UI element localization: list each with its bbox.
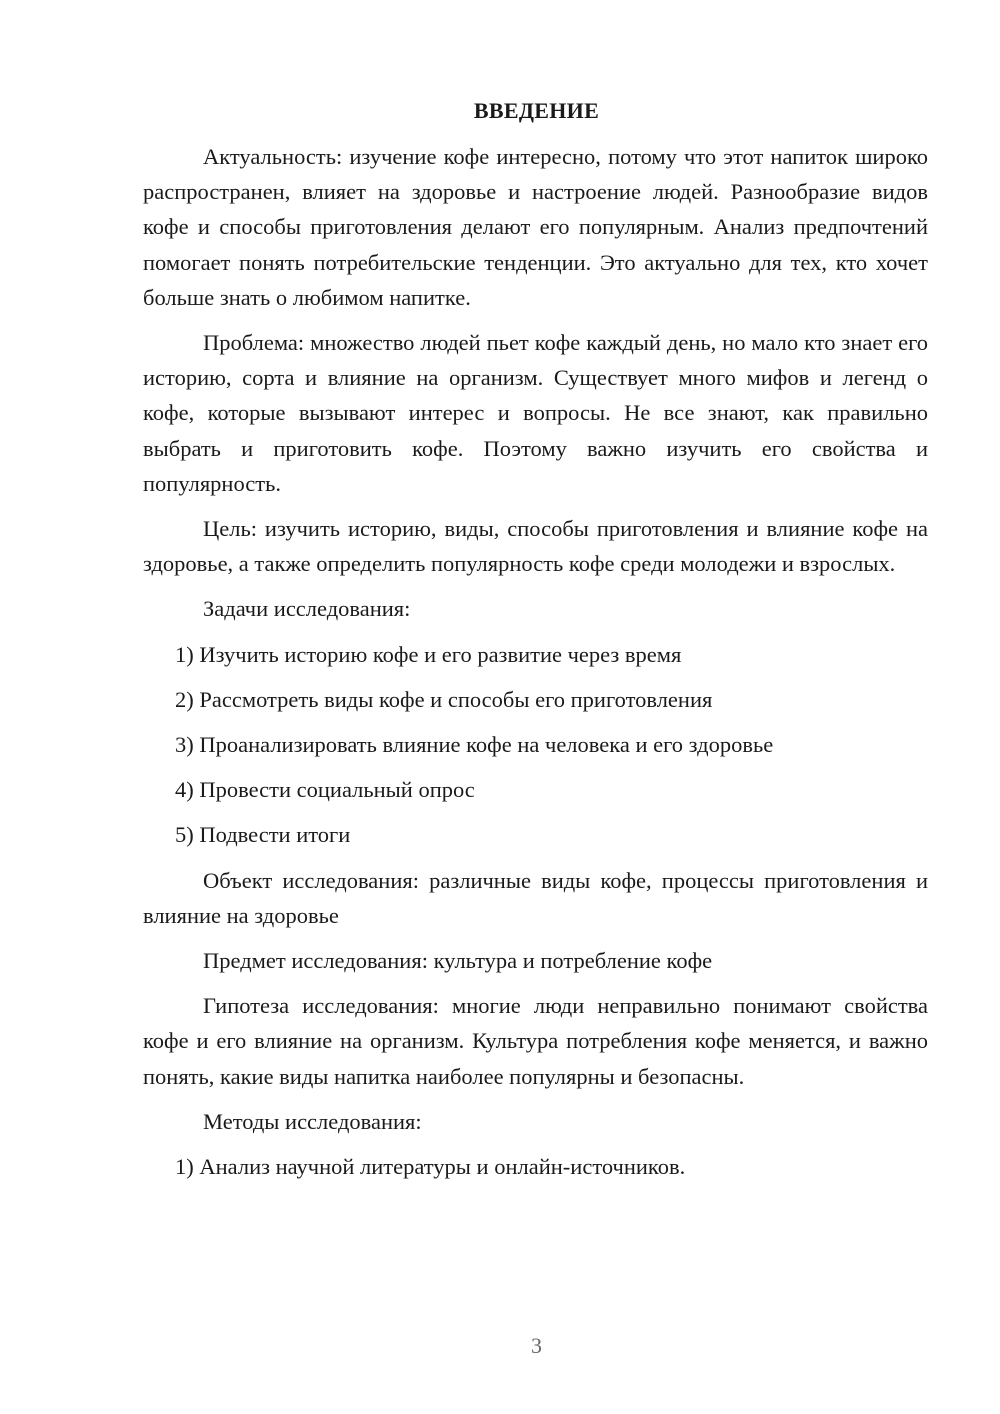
list-item: 2) Рассмотреть виды кофе и способы его приготовления [175, 686, 713, 712]
tasks-heading: Задачи исследования: [203, 596, 411, 622]
relevance-paragraph: Актуальность: изучение кофе интересно, потому что этот напиток широко распространен, влияет на здоровье и настроение людей. Разнообразие видов кофе и способы приготовления делают его популярным. Анализ предпочтений помогает понять потребительские тенденции. Это актуально для тех, кто хочет больше знать о любимом напитке. [143, 144, 928, 310]
list-item: 3) Проанализировать влияние кофе на человека и его здоровье [175, 732, 774, 758]
list-item: 1) Анализ научной литературы и онлайн-источников. [175, 1154, 686, 1180]
tasks-list [143, 637, 928, 853]
methods-heading: Методы исследования: [203, 1108, 422, 1134]
subject-paragraph: Предмет исследования: культура и потребление кофе [203, 948, 713, 974]
goal-paragraph: Цель: изучить историю, виды, способы приготовления и влияние кофе на здоровье, а также определить популярность кофе среди молодежи и взрослых. [143, 516, 928, 577]
list-item: 4) Провести социальный опрос [175, 777, 475, 803]
page-number: 3 [531, 1333, 542, 1358]
problem-paragraph: Проблема: множество людей пьет кофе каждый день, но мало кто знает его историю, сорта и влияние на организм. Существует много мифов и легенд о кофе, которые вызывают интерес и вопросы. Не все знают, как правильно выбрать и приготовить кофе. Поэтому важно изучить его свойства и популярность. [143, 330, 928, 496]
methods-list [143, 1149, 928, 1184]
document-body [143, 139, 928, 1184]
list-item: 5) Подвести итоги [175, 822, 351, 848]
hypothesis-paragraph: Гипотеза исследования: многие люди неправильно понимают свойства кофе и его влияние на организм. Культура потребления кофе меняется, и важно понять, какие виды напитка наиболее популярны и безопасны. [143, 993, 928, 1089]
list-item: 1) Изучить историю кофе и его развитие через время [175, 641, 682, 667]
object-paragraph: Объект исследования: различные виды кофе, процессы приготовления и влияние на здоровье [143, 867, 928, 928]
page-title: ВВЕДЕНИЕ [473, 98, 600, 123]
